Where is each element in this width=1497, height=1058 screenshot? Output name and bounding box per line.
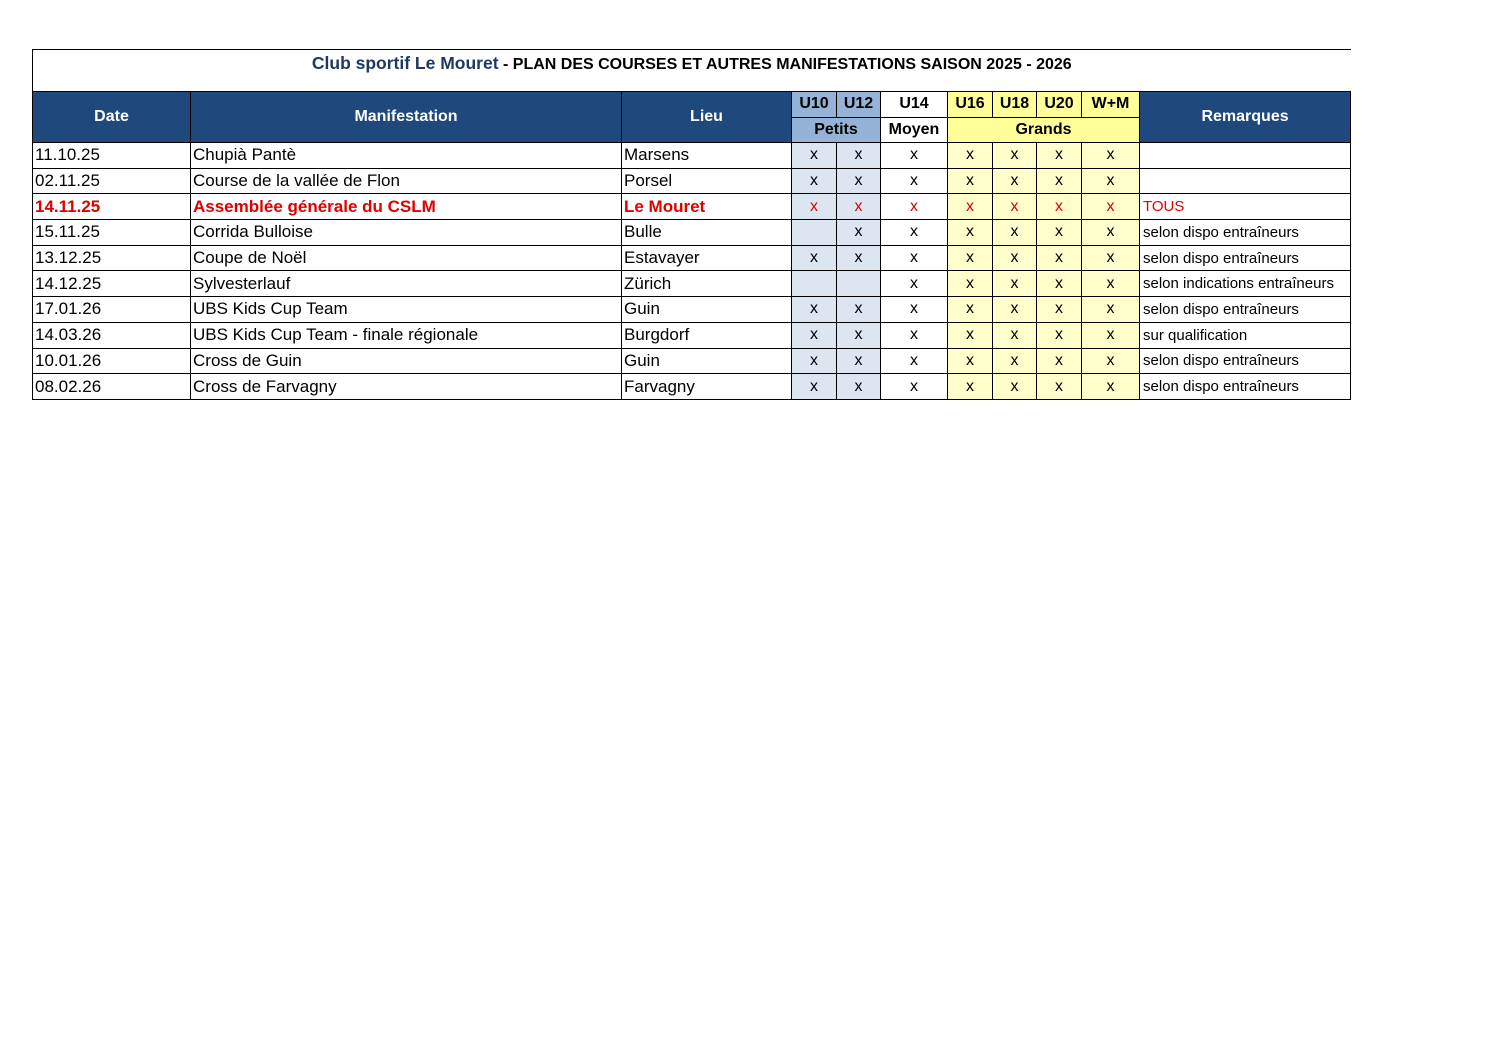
- participation-cell[interactable]: x: [1082, 348, 1140, 374]
- participation-cell[interactable]: x: [1037, 245, 1082, 271]
- manifestation-cell[interactable]: Chupià Pantè: [191, 143, 622, 169]
- participation-cell[interactable]: x: [792, 348, 837, 374]
- remarque-cell[interactable]: selon dispo entraîneurs: [1140, 348, 1351, 374]
- remarque-cell[interactable]: selon dispo entraîneurs: [1140, 245, 1351, 271]
- table-row: [33, 168, 1351, 194]
- manifestation-cell[interactable]: Coupe de Noël: [191, 245, 622, 271]
- participation-cell[interactable]: x: [837, 348, 881, 374]
- participation-cell[interactable]: x: [948, 168, 993, 194]
- date-cell[interactable]: 11.10.25: [33, 143, 191, 169]
- remarque-cell[interactable]: [1140, 143, 1351, 169]
- participation-cell[interactable]: x: [993, 143, 1037, 169]
- participation-cell[interactable]: x: [1037, 348, 1082, 374]
- date-cell[interactable]: 10.01.26: [33, 348, 191, 374]
- header-manifestation[interactable]: Manifestation: [191, 92, 622, 143]
- manifestation-cell[interactable]: UBS Kids Cup Team - finale régionale: [191, 322, 622, 348]
- participation-cell[interactable]: x: [948, 322, 993, 348]
- plan-title: - PLAN DES COURSES ET AUTRES MANIFESTATIONS SAISON 2025 - 2026: [498, 56, 1072, 73]
- participation-cell[interactable]: x: [1082, 374, 1140, 400]
- remarque-cell[interactable]: selon dispo entraîneurs: [1140, 220, 1351, 246]
- participation-cell[interactable]: x: [792, 322, 837, 348]
- participation-cell[interactable]: x: [837, 297, 881, 323]
- participation-cell[interactable]: x: [881, 168, 948, 194]
- club-name: Club sportif Le Mouret: [311, 53, 499, 73]
- participation-cell[interactable]: x: [881, 245, 948, 271]
- title-row: [33, 50, 1351, 92]
- participation-cell[interactable]: x: [1037, 374, 1082, 400]
- participation-cell[interactable]: x: [948, 348, 993, 374]
- header-lieu[interactable]: Lieu: [622, 92, 792, 143]
- participation-cell[interactable]: x: [993, 348, 1037, 374]
- events-body: [33, 143, 1351, 400]
- table-row: [33, 374, 1351, 400]
- header-age-u16[interactable]: U16: [948, 92, 993, 118]
- participation-cell[interactable]: x: [1037, 220, 1082, 246]
- date-cell[interactable]: 08.02.26: [33, 374, 191, 400]
- participation-cell[interactable]: x: [948, 271, 993, 297]
- lieu-cell[interactable]: Guin: [622, 297, 792, 323]
- participation-cell[interactable]: x: [881, 194, 948, 220]
- header-age-u20[interactable]: U20: [1037, 92, 1082, 118]
- sheet-title: [33, 50, 1351, 92]
- lieu-cell[interactable]: Le Mouret: [622, 194, 792, 220]
- participation-cell[interactable]: x: [993, 297, 1037, 323]
- participation-cell[interactable]: [792, 220, 837, 246]
- participation-cell[interactable]: x: [837, 168, 881, 194]
- table-row: [33, 194, 1351, 220]
- table-row: [33, 348, 1351, 374]
- manifestation-cell[interactable]: Cross de Farvagny: [191, 374, 622, 400]
- participation-cell[interactable]: x: [792, 194, 837, 220]
- participation-cell[interactable]: x: [948, 194, 993, 220]
- participation-cell[interactable]: [792, 271, 837, 297]
- participation-cell[interactable]: x: [1082, 143, 1140, 169]
- participation-cell[interactable]: x: [837, 322, 881, 348]
- participation-cell[interactable]: x: [792, 143, 837, 169]
- participation-cell[interactable]: x: [993, 245, 1037, 271]
- participation-cell[interactable]: x: [948, 374, 993, 400]
- participation-cell[interactable]: x: [837, 194, 881, 220]
- participation-cell[interactable]: x: [948, 143, 993, 169]
- participation-cell[interactable]: x: [1082, 271, 1140, 297]
- table-row: [33, 220, 1351, 246]
- participation-cell[interactable]: x: [1037, 297, 1082, 323]
- lieu-cell[interactable]: Bulle: [622, 220, 792, 246]
- date-cell[interactable]: 14.11.25: [33, 194, 191, 220]
- participation-cell[interactable]: x: [993, 322, 1037, 348]
- participation-cell[interactable]: x: [837, 143, 881, 169]
- manifestation-cell[interactable]: Corrida Bulloise: [191, 220, 622, 246]
- participation-cell[interactable]: x: [1082, 245, 1140, 271]
- participation-cell[interactable]: x: [1082, 168, 1140, 194]
- participation-cell[interactable]: x: [881, 271, 948, 297]
- manifestation-cell[interactable]: Sylvesterlauf: [191, 271, 622, 297]
- participation-cell[interactable]: x: [881, 374, 948, 400]
- participation-cell[interactable]: x: [881, 220, 948, 246]
- date-cell[interactable]: 14.12.25: [33, 271, 191, 297]
- participation-cell[interactable]: x: [948, 245, 993, 271]
- participation-cell[interactable]: x: [792, 374, 837, 400]
- header-age-wm[interactable]: W+M: [1082, 92, 1140, 118]
- header-age-u14[interactable]: U14: [881, 92, 948, 118]
- participation-cell[interactable]: x: [881, 297, 948, 323]
- manifestation-cell[interactable]: Course de la vallée de Flon: [191, 168, 622, 194]
- category-moyen[interactable]: Moyen: [881, 117, 948, 143]
- remarque-cell[interactable]: [1140, 168, 1351, 194]
- participation-cell[interactable]: x: [881, 143, 948, 169]
- lieu-cell[interactable]: Marsens: [622, 143, 792, 169]
- participation-cell[interactable]: x: [993, 194, 1037, 220]
- participation-cell[interactable]: x: [993, 374, 1037, 400]
- participation-cell[interactable]: x: [1037, 271, 1082, 297]
- lieu-cell[interactable]: Farvagny: [622, 374, 792, 400]
- events-table: [32, 49, 1351, 400]
- participation-cell[interactable]: x: [1037, 168, 1082, 194]
- participation-cell[interactable]: x: [837, 220, 881, 246]
- lieu-cell[interactable]: Porsel: [622, 168, 792, 194]
- remarque-cell[interactable]: selon dispo entraîneurs: [1140, 297, 1351, 323]
- lieu-cell[interactable]: Estavayer: [622, 245, 792, 271]
- remarque-cell[interactable]: sur qualification: [1140, 322, 1351, 348]
- participation-cell[interactable]: x: [948, 297, 993, 323]
- header-age-u12[interactable]: U12: [837, 92, 881, 118]
- manifestation-cell[interactable]: Assemblée générale du CSLM: [191, 194, 622, 220]
- header-remarques[interactable]: Remarques: [1140, 92, 1351, 143]
- participation-cell[interactable]: x: [881, 322, 948, 348]
- participation-cell[interactable]: x: [792, 168, 837, 194]
- participation-cell[interactable]: x: [1082, 297, 1140, 323]
- category-grands[interactable]: Grands: [948, 117, 1140, 143]
- participation-cell[interactable]: x: [948, 220, 993, 246]
- table-row: [33, 143, 1351, 169]
- table-row: [33, 245, 1351, 271]
- lieu-cell[interactable]: Zürich: [622, 271, 792, 297]
- category-petits[interactable]: Petits: [792, 117, 881, 143]
- participation-cell[interactable]: x: [1082, 194, 1140, 220]
- lieu-cell[interactable]: Burgdorf: [622, 322, 792, 348]
- participation-cell[interactable]: x: [993, 271, 1037, 297]
- participation-cell[interactable]: x: [1037, 194, 1082, 220]
- events-sheet: [32, 49, 1350, 400]
- header-age-u18[interactable]: U18: [993, 92, 1037, 118]
- header-age-u10[interactable]: U10: [792, 92, 837, 118]
- participation-cell[interactable]: [837, 271, 881, 297]
- participation-cell[interactable]: x: [881, 348, 948, 374]
- participation-cell[interactable]: x: [792, 245, 837, 271]
- lieu-cell[interactable]: Guin: [622, 348, 792, 374]
- participation-cell[interactable]: x: [792, 297, 837, 323]
- header-row-ages: [33, 92, 1351, 118]
- date-cell[interactable]: 17.01.26: [33, 297, 191, 323]
- participation-cell[interactable]: x: [1082, 220, 1140, 246]
- participation-cell[interactable]: x: [837, 245, 881, 271]
- manifestation-cell[interactable]: UBS Kids Cup Team: [191, 297, 622, 323]
- participation-cell[interactable]: x: [1037, 322, 1082, 348]
- remarque-cell[interactable]: selon indications entraîneurs: [1140, 271, 1351, 297]
- participation-cell[interactable]: x: [1082, 322, 1140, 348]
- participation-cell[interactable]: x: [993, 168, 1037, 194]
- table-row: [33, 322, 1351, 348]
- remarque-cell[interactable]: TOUS: [1140, 194, 1351, 220]
- manifestation-cell[interactable]: Cross de Guin: [191, 348, 622, 374]
- header-date[interactable]: Date: [33, 92, 191, 143]
- date-cell[interactable]: 02.11.25: [33, 168, 191, 194]
- date-cell[interactable]: 14.03.26: [33, 322, 191, 348]
- remarque-cell[interactable]: selon dispo entraîneurs: [1140, 374, 1351, 400]
- participation-cell[interactable]: x: [1037, 143, 1082, 169]
- table-row: [33, 297, 1351, 323]
- participation-cell[interactable]: x: [837, 374, 881, 400]
- date-cell[interactable]: 15.11.25: [33, 220, 191, 246]
- participation-cell[interactable]: x: [993, 220, 1037, 246]
- date-cell[interactable]: 13.12.25: [33, 245, 191, 271]
- table-row: [33, 271, 1351, 297]
